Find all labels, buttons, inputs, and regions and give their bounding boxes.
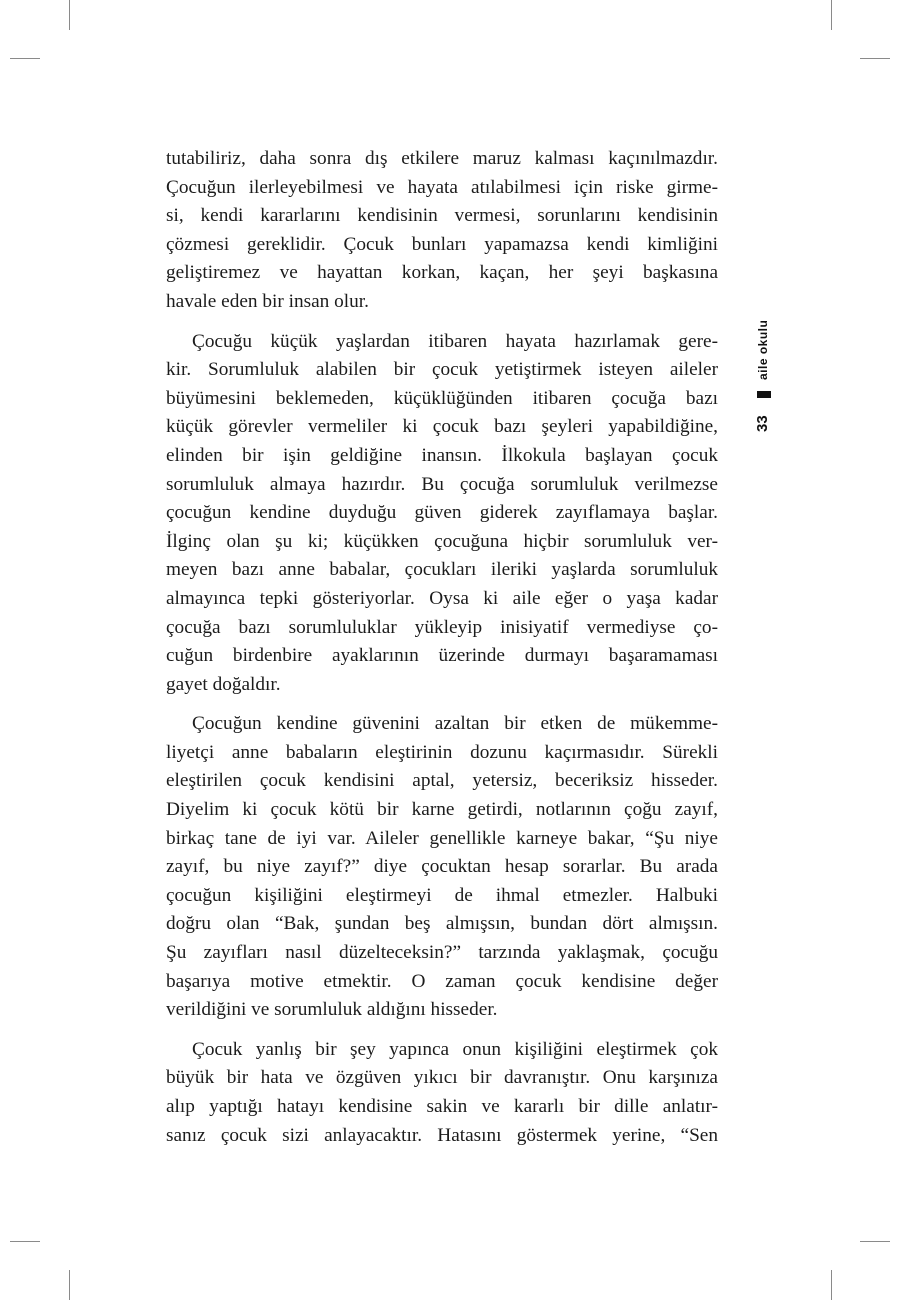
text-line: alıp yaptığı hatayı kendisine sakin ve kararlı bir dille anlatır- [166, 1096, 718, 1117]
text-line: si, kendi kararlarını kendisinin vermesi, sorunlarını kendisinin [166, 205, 718, 227]
text-line: büyük bir hata ve özgüven yıkıcı bir davranıştır. Onu karşınıza [166, 1067, 718, 1089]
text-line: büyümesini beklemeden, küçüklüğünden itibaren çocuğa bazı [166, 387, 718, 409]
text-line: çözmesi gereklidir. Çocuk bunları yapamazsa kendi kimliğini [166, 233, 718, 255]
paragraph-4 [166, 1036, 718, 1150]
text-line: verildiğini ve sorumluluk aldığını hisseder. [166, 999, 498, 1021]
paragraph-1 [166, 145, 718, 317]
paragraph-2 [166, 328, 718, 700]
text-line: çocuğa bazı sorumluluklar yükleyip inisiyatif vermediyse ço- [166, 616, 718, 638]
crop-mark-left-top [10, 58, 40, 59]
text-line: başarıya motive etmektir. O zaman çocuk kendisine değer [166, 970, 718, 992]
crop-mark-top-right [831, 0, 832, 30]
text-line: çocuğun kişiliğini eleştirmeyi de ihmal etmezler. Halbuki [166, 884, 718, 906]
text-line: sanız çocuk sizi anlayacaktır. Hatasını göstermek yerine, “Sen [166, 1124, 718, 1146]
text-line: zayıf, bu niye zayıf?” diye çocuktan hesap sorarlar. Bu arada [166, 856, 718, 878]
text-line: kir. Sorumluluk alabilen bir çocuk yetiştirmek isteyen aileler [166, 359, 718, 381]
page-number [752, 410, 778, 440]
page-number-text: 33 [754, 415, 771, 432]
text-line: eleştirilen çocuk kendisini aptal, yetersiz, beceriksiz hisseder. [166, 770, 718, 792]
text-line: liyetçi anne babaların eleştirinin dozunu kaçırmasıdır. Sürekli [166, 741, 718, 763]
text-line: birkaç tane de iyi var. Aileler genellikle karneye bakar, “Şu niye [166, 827, 718, 849]
text-line: çocuğun kendine duyduğu güven giderek zayıflamaya başlar. [166, 502, 718, 524]
text-line: almayınca tepki gösteriyorlar. Oysa ki aile eğer o yaşa kadar [166, 587, 718, 609]
text-line: Çocuğun kendine güvenini azaltan bir etken de mükemme- [192, 713, 718, 735]
paragraph-3 [166, 710, 718, 1025]
text-line: Çocuğu küçük yaşlardan itibaren hayata hazırlamak gere- [192, 330, 718, 352]
text-line: havale eden bir insan olur. [166, 290, 369, 312]
text-line: Çocuğun ilerleyebilmesi ve hayata atılabilmesi için riske girme- [166, 176, 718, 198]
text-line: İlginç olan şu ki; küçükken çocuğuna hiçbir sorumluluk ver- [166, 530, 718, 552]
body-text [166, 145, 718, 1161]
running-head-text: aile okulu [756, 319, 770, 380]
text-line: gayet doğaldır. [166, 673, 281, 695]
text-line: Diyelim ki çocuk kötü bir karne getirdi, notlarının çoğu zayıf, [166, 799, 718, 821]
text-line: sorumluluk almaya hazırdır. Bu çocuğa sorumluluk verilmezse [166, 473, 718, 495]
text-line: meyen bazı anne babalar, çocukları ileriki yaşlarda sorumluluk [166, 559, 718, 581]
crop-mark-top-left [69, 0, 70, 30]
text-line: doğru olan “Bak, şundan beş almışsın, bundan dört almışsın. [166, 913, 718, 935]
text-line: elinden bir işin geldiğine inansın. İlkokula başlayan çocuk [166, 444, 718, 466]
text-line: cuğun birdenbire ayaklarının üzerinde durmayı başaramaması [166, 645, 718, 667]
crop-mark-right-bottom [860, 1241, 890, 1242]
text-line: Şu zayıfları nasıl düzelteceksin?” tarzında yaklaşmak, çocuğu [166, 942, 718, 964]
crop-mark-bottom-left [69, 1270, 70, 1300]
crop-mark-bottom-right [831, 1270, 832, 1300]
text-line: geliştiremez ve hayattan korkan, kaçan, her şeyi başkasına [166, 262, 718, 284]
crop-mark-left-bottom [10, 1241, 40, 1242]
crop-mark-right-top [860, 58, 890, 59]
text-line: tutabiliriz, daha sonra dış etkilere maruz kalması kaçınılmazdır. [166, 148, 718, 169]
text-line: Çocuk yanlış bir şey yapınca onun kişiliğini eleştirmek çok [192, 1038, 718, 1060]
text-line: küçük görevler vermeliler ki çocuk bazı şeyleri yapabildiğine, [166, 416, 718, 438]
running-head-bar [757, 391, 771, 398]
